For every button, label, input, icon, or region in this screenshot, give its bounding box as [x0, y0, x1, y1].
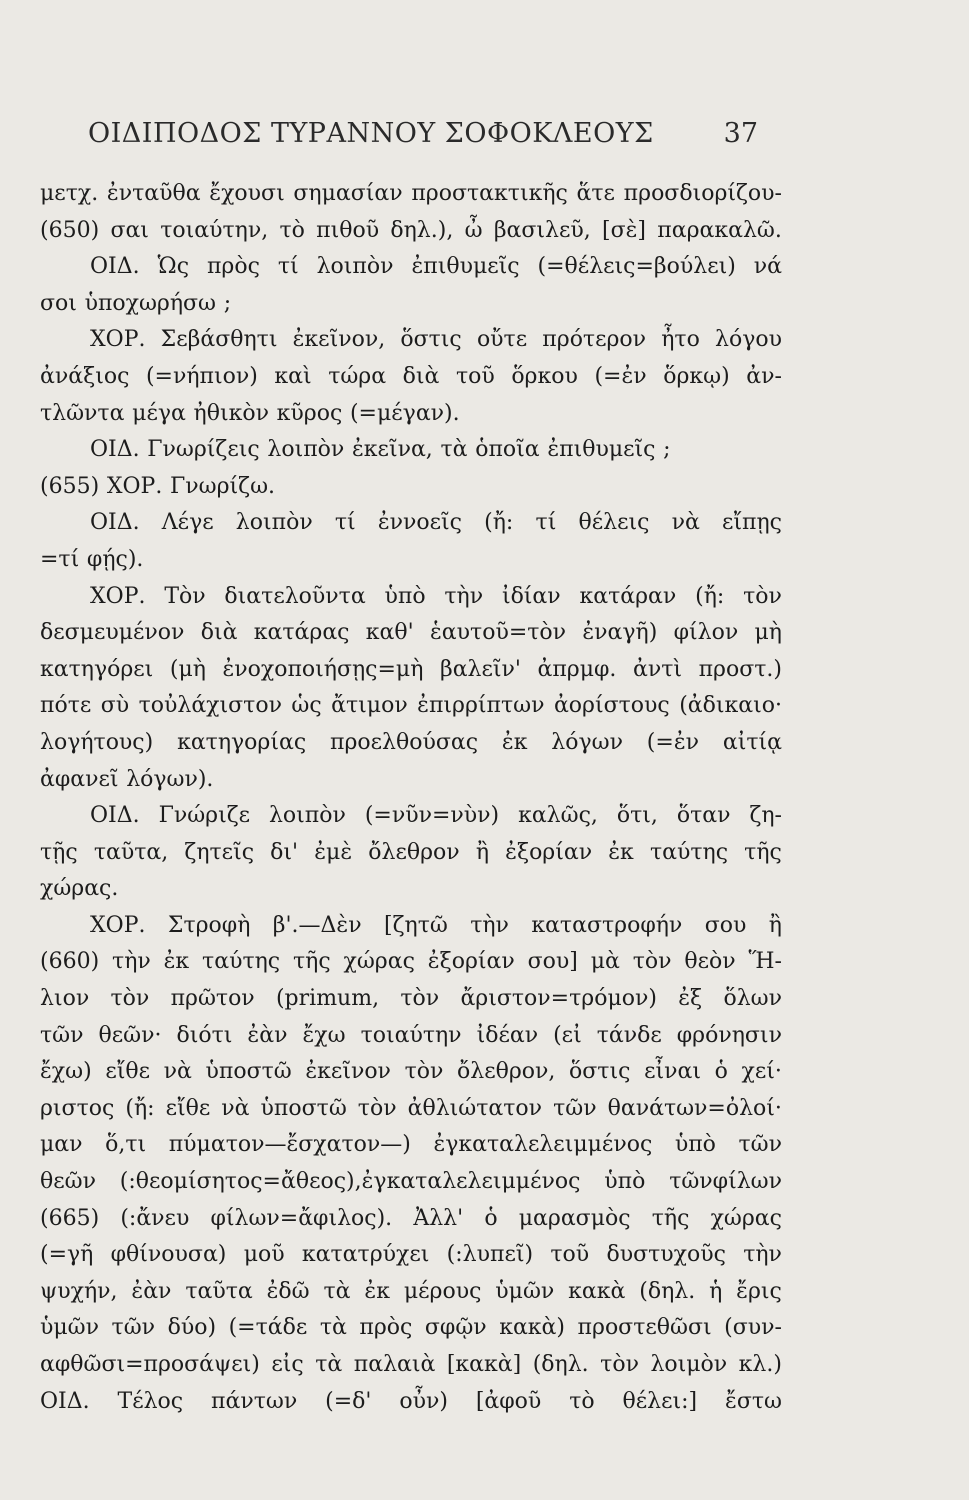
text-word: ἔχω): [40, 1059, 92, 1085]
text-word: βασιλεῦ,: [493, 217, 591, 243]
running-header: [88, 118, 758, 158]
text-word: ἠθικὸν: [193, 400, 269, 426]
text-word: ἅτε: [576, 181, 615, 206]
text-word: λοιμὸν: [650, 1352, 728, 1377]
text-word: δυστυχοῦς: [606, 1242, 726, 1268]
text-word: (εἰ: [553, 1022, 582, 1048]
text-line: [40, 1274, 782, 1311]
text-word: μὰ: [590, 949, 620, 975]
text-word: τῆς: [744, 839, 782, 865]
text-word: λοιπὸν: [267, 437, 345, 463]
text-word: καταστροφήν: [531, 912, 683, 938]
text-line: [40, 798, 782, 835]
text-word: ἐὰν: [131, 1278, 172, 1304]
text-word: διατελοῦντα: [224, 583, 366, 609]
text-word: τὸν: [600, 1352, 639, 1377]
text-word: κακὰ): [499, 1315, 565, 1341]
text-word: νὰ: [163, 1059, 192, 1085]
text-word: οὖν): [399, 1388, 448, 1414]
text-line: [40, 762, 782, 799]
text-word: ΧΟΡ.: [90, 327, 146, 353]
text-word: τί: [334, 510, 356, 536]
text-word: (=ἐν: [594, 363, 647, 389]
text-word: προσδιορίζου-: [623, 181, 782, 206]
text-word: εἴθε: [165, 1095, 211, 1121]
text-word: (660): [40, 949, 100, 975]
text-word: ἐκ: [364, 1278, 390, 1304]
text-word: ταύτης: [649, 839, 729, 865]
text-word: ΟΙΔ.: [90, 254, 140, 280]
text-word: ἐνταῦθα: [106, 181, 201, 206]
text-word: ταῦτα,: [93, 839, 169, 865]
text-line: [40, 286, 782, 323]
text-word: ὁποῖα: [475, 437, 540, 463]
text-word: ΟΙΔ.: [40, 1388, 90, 1414]
text-line: [40, 432, 782, 469]
text-word: ὑποστῶ: [205, 1059, 292, 1085]
text-word: βαλεῖν': [439, 656, 521, 682]
text-word: ΟΙΔ.: [90, 437, 140, 463]
text-word: ὦ: [464, 217, 483, 243]
text-word: τὸ: [569, 1388, 595, 1414]
text-line: [40, 249, 782, 286]
text-word: πρὸς: [359, 1315, 413, 1341]
text-word: ἀφανεῖ: [40, 766, 119, 792]
text-word: δηλ.),: [390, 217, 454, 243]
text-word: ἔχω: [302, 1022, 346, 1048]
text-word: εἶναι: [644, 1059, 701, 1085]
text-word: ΧΟΡ.: [90, 912, 146, 938]
text-word: λόγων).: [126, 766, 214, 792]
text-word: ἡ: [709, 1278, 723, 1304]
text-word: ὅταν: [676, 803, 731, 829]
text-word: φθίνουσα): [110, 1242, 227, 1268]
text-word: τὸν: [400, 986, 440, 1012]
text-word: τοὐλάχιστον: [138, 693, 282, 719]
text-word: λιον: [40, 986, 90, 1012]
text-word: [ἀφοῦ: [475, 1388, 542, 1414]
text-word: (665): [40, 1205, 100, 1231]
text-line: [40, 322, 782, 359]
text-word: ἐκ: [163, 949, 190, 975]
text-word: Γνώριζε: [158, 803, 251, 829]
text-line: [40, 688, 782, 725]
text-word: ζητεῖς: [184, 839, 255, 865]
text-word: σοι: [40, 290, 77, 316]
text-word: ὄλεθρον: [368, 839, 460, 865]
text-word: πύματον—ἔσχατον—): [168, 1132, 411, 1158]
text-word: (=νῦν=νὺν): [364, 803, 500, 829]
text-word: ἀθλιώτατον: [407, 1095, 543, 1121]
text-word: σου: [704, 912, 747, 938]
text-word: θεῶν: [40, 1169, 96, 1195]
text-word: ἐκεῖνον: [305, 1059, 391, 1085]
text-word: λόγων: [551, 729, 623, 755]
text-word: ΧΟΡ.: [106, 473, 163, 499]
text-word: ἐξ: [678, 986, 703, 1012]
text-word: κατάραν: [579, 583, 677, 609]
text-word: ὑμῶν: [40, 1315, 99, 1341]
text-word: ἔχουσι: [209, 181, 285, 206]
text-line: [40, 505, 782, 542]
text-word: Στροφὴ: [167, 912, 251, 938]
text-word: (δηλ.: [639, 1278, 696, 1304]
text-word: δι': [270, 839, 299, 865]
text-word: ΟΙΔ.: [90, 510, 140, 536]
text-word: (ἤ:: [125, 1095, 155, 1121]
text-word: ἐδῶ: [266, 1278, 310, 1304]
commentary-text: [40, 176, 782, 1420]
text-word: (=τάδε: [228, 1315, 308, 1341]
text-word: παρακαλῶ.: [657, 217, 782, 243]
text-word: παλαιὰ: [353, 1352, 436, 1377]
text-word: πρὸς: [206, 254, 260, 280]
text-word: προστ.): [698, 656, 782, 682]
text-word: (=θέλεις=βούλει): [537, 254, 736, 280]
text-word: αἰτίᾳ: [722, 729, 782, 755]
text-word: καὶ: [274, 363, 312, 389]
text-word: ἐπιρρίπτων: [417, 693, 545, 719]
text-word: προστεθῶσι: [577, 1315, 712, 1341]
page-number: 37: [723, 118, 758, 149]
text-word: τώρα: [328, 363, 387, 389]
text-line: [40, 579, 782, 616]
text-word: χώρας: [343, 949, 415, 975]
text-word: ὅρκου: [511, 363, 578, 389]
text-word: ἄτιμον: [331, 693, 408, 719]
text-word: τλῶντα: [40, 400, 125, 426]
text-word: ὄλεθρον,: [457, 1059, 556, 1085]
text-word: (=νήπιον): [145, 363, 258, 389]
text-word: φῄς).: [86, 546, 144, 572]
text-word: ὅτι,: [616, 803, 658, 829]
text-word: (ἤ:: [484, 510, 514, 536]
text-word: τὸν: [357, 1095, 397, 1121]
text-word: ἐκ: [501, 729, 528, 755]
text-word: τῶν: [111, 1315, 156, 1341]
text-word: ἢ: [475, 839, 489, 865]
text-word: ὑπὸ: [384, 583, 426, 609]
text-word: μέγα: [132, 400, 186, 426]
text-line: [40, 1054, 782, 1091]
text-word: θεὸν: [684, 949, 736, 975]
text-line: [40, 871, 782, 908]
text-word: (=ἐν: [646, 729, 699, 755]
text-word: ΟΙΔ.: [90, 803, 140, 829]
text-word: κλ.): [738, 1352, 782, 1377]
text-word: λόγου: [715, 327, 782, 353]
text-word: (:θεομίσητος=ἄθεος),ἐγκαταλελειμμένος: [119, 1169, 581, 1195]
text-word: τὰ: [323, 1278, 351, 1304]
text-word: ἀντὶ: [632, 656, 683, 682]
text-word: σφῷν: [424, 1315, 487, 1341]
text-word: ἐκ: [608, 839, 634, 865]
text-word: [κακὰ]: [446, 1352, 522, 1377]
text-word: ἢ: [768, 912, 782, 938]
text-word: τὴν: [112, 949, 151, 975]
text-word: ἀν-: [746, 363, 782, 389]
text-word: τοιαύτην,: [160, 217, 269, 243]
text-word: τὴν: [444, 583, 484, 609]
text-word: σαι: [110, 217, 149, 243]
text-word: τῆς: [651, 1205, 690, 1231]
text-word: Ἀλλ': [413, 1205, 464, 1231]
text-word: ἐμὲ: [314, 839, 353, 865]
text-line: [40, 1018, 782, 1055]
text-word: ἐνοχοποιήσῃς=μὴ: [222, 656, 424, 682]
text-word: κατατρύχει: [301, 1242, 430, 1268]
text-line: [40, 396, 782, 433]
text-word: ἑαυτοῦ=τὸν: [430, 620, 567, 646]
text-word: ὅλων: [723, 986, 782, 1012]
text-word: εἴθε: [105, 1059, 150, 1085]
text-word: τῆς: [292, 949, 331, 975]
text-line: [40, 469, 782, 506]
text-word: ἀπρμφ.: [537, 656, 617, 682]
text-line: [40, 1237, 782, 1274]
text-word: σου]: [527, 949, 578, 975]
text-word: ;: [663, 437, 671, 463]
text-word: κῦρος: [276, 400, 343, 426]
text-word: τὸν: [404, 1059, 444, 1085]
text-word: Γνωρίζω.: [170, 473, 276, 499]
text-word: (655): [40, 473, 100, 499]
text-word: αφθῶσι=προσάψει): [40, 1352, 260, 1377]
text-line: [40, 213, 782, 250]
text-word: τῇς: [40, 839, 78, 865]
text-word: ἐκεῖνον,: [292, 327, 386, 353]
text-word: ἐξορίαν: [505, 839, 593, 865]
text-word: ἦτο: [661, 327, 700, 353]
text-word: τὰ: [440, 437, 468, 463]
text-word: τὰ: [319, 1315, 347, 1341]
text-word: θέλεις: [578, 510, 650, 536]
text-word: ἰδίαν: [501, 583, 561, 609]
text-word: ριστος: [40, 1095, 115, 1121]
text-word: τῶν: [738, 1132, 782, 1158]
text-word: νά: [753, 254, 782, 280]
text-word: ὁ: [714, 1059, 728, 1085]
text-word: ἐὰν: [247, 1022, 288, 1048]
text-word: μαν: [40, 1132, 83, 1158]
text-line: [40, 1347, 782, 1384]
text-word: πότε: [40, 693, 92, 719]
text-word: ἐναγῆ): [582, 620, 658, 646]
text-word: =τί: [40, 546, 80, 572]
text-line: [40, 1127, 782, 1164]
text-word: τὴν: [743, 1242, 782, 1268]
text-line: [40, 176, 782, 213]
text-word: τὸ: [279, 217, 305, 243]
text-word: χώρας.: [40, 876, 119, 902]
text-word: (=μέγαν).: [349, 400, 460, 426]
text-word: ὅστις: [400, 327, 462, 353]
text-word: (μὴ: [169, 656, 206, 682]
text-word: ὡς: [291, 693, 322, 719]
text-word: τοιαύτην: [360, 1022, 462, 1048]
text-word: ταύτης: [202, 949, 281, 975]
text-word: σημασίαν: [293, 181, 403, 206]
text-word: δύο): [167, 1315, 217, 1341]
text-word: Ἥ-: [748, 949, 782, 975]
text-line: [40, 359, 782, 396]
text-word: ἐπιθυμεῖς: [411, 254, 520, 280]
text-line: [40, 652, 782, 689]
text-word: φίλων=ἄφιλος).: [210, 1205, 393, 1231]
text-word: τὸν: [632, 949, 672, 975]
text-word: ψυχήν,: [40, 1278, 118, 1304]
text-word: μοῦ: [243, 1242, 285, 1268]
text-word: ὑποστῶ: [260, 1095, 347, 1121]
text-word: σὺ: [100, 693, 130, 719]
text-word: ἐκεῖνα,: [351, 437, 433, 463]
text-word: (=γῆ: [40, 1242, 94, 1268]
text-word: διὰ: [402, 363, 440, 389]
text-word: νὰ: [221, 1095, 250, 1121]
text-word: Σεβάσθητι: [160, 327, 278, 353]
text-word: θέλει:]: [622, 1388, 698, 1414]
text-word: πάντων: [211, 1388, 298, 1414]
text-word: ὑπὸ: [604, 1169, 646, 1195]
text-word: χεί·: [741, 1059, 782, 1085]
text-word: ἀνάξιος: [40, 363, 130, 389]
text-word: [ζητῶ: [384, 912, 448, 938]
text-word: ἀορίστους: [553, 693, 670, 719]
text-word: μετχ.: [40, 181, 99, 206]
text-word: (:ἄνευ: [120, 1205, 190, 1231]
text-word: λοιπὸν: [316, 254, 394, 280]
text-word: (ἤ:: [695, 583, 725, 609]
text-line: [40, 944, 782, 981]
text-word: λοιπὸν: [268, 803, 346, 829]
text-word: Ὡς: [157, 254, 190, 280]
text-word: τῶν: [553, 1095, 597, 1121]
text-word: ὑμῶν: [495, 1278, 555, 1304]
text-word: ΧΟΡ.: [90, 583, 146, 609]
text-word: φίλον: [673, 620, 739, 646]
text-word: ἐγκαταλελειμμένος: [433, 1132, 653, 1158]
text-word: ὅστις: [569, 1059, 631, 1085]
text-word: (=δ': [325, 1388, 372, 1414]
text-line: [40, 615, 782, 652]
text-word: οὔτε: [476, 327, 528, 353]
text-word: φρόνησιν: [676, 1022, 782, 1048]
text-line: [40, 835, 782, 872]
text-word: εἴπῃς: [722, 510, 782, 536]
text-line: [40, 1091, 782, 1128]
text-word: ὑπὸ: [674, 1132, 716, 1158]
text-word: (δηλ.: [532, 1352, 589, 1377]
text-word: ζη-: [749, 803, 782, 829]
text-word: (συν-: [724, 1315, 782, 1341]
text-word: τάνδε: [596, 1022, 662, 1048]
text-word: τοῦ: [455, 363, 495, 389]
text-word: τί: [277, 254, 299, 280]
text-word: μὴ: [754, 620, 782, 646]
text-word: πιθοῦ: [316, 217, 380, 243]
text-word: εἰς: [271, 1352, 304, 1377]
text-word: ἔστω: [725, 1388, 782, 1414]
text-word: Γνωρίζεις: [147, 437, 260, 463]
text-line: [40, 1310, 782, 1347]
text-line: [40, 1164, 782, 1201]
text-word: ὅρκῳ): [663, 363, 730, 389]
text-word: Τέλος: [117, 1388, 184, 1414]
running-title: ΟΙΔΙΠΟΔΟΣ ΤΥΡΑΝΝΟΥ ΣΟΦΟΚΛΕΟΥΣ: [88, 118, 654, 149]
text-word: ἐξορίαν: [427, 949, 515, 975]
text-word: β'.—Δὲν: [272, 912, 362, 938]
text-word: καθ': [365, 620, 414, 646]
text-word: Λέγε: [161, 510, 214, 536]
text-word: προστακτικῆς: [411, 181, 568, 206]
text-word: ἔρις: [736, 1278, 782, 1304]
text-word: καλῶς,: [518, 803, 598, 829]
text-word: τὸν: [110, 986, 150, 1012]
text-word: (:λυπεῖ): [446, 1242, 534, 1268]
text-word: ;: [223, 290, 232, 316]
text-word: θεῶν·: [98, 1022, 162, 1048]
text-line: [40, 1384, 782, 1421]
text-line: [40, 908, 782, 945]
text-word: τῶνφίλων: [669, 1169, 782, 1195]
text-word: τὴν: [470, 912, 509, 938]
text-word: προελθούσας: [330, 729, 479, 755]
text-word: τοῦ: [550, 1242, 590, 1268]
text-word: νὰ: [671, 510, 700, 536]
text-word: θανάτων=ὀλοί·: [607, 1095, 782, 1121]
text-line: [40, 1201, 782, 1238]
text-word: ἄριστον=τρόμον): [460, 986, 657, 1012]
text-word: τὸν: [743, 583, 782, 609]
text-word: τῶν: [40, 1022, 84, 1048]
text-word: διότι: [176, 1022, 233, 1048]
text-word: (ἀδικαιο·: [679, 693, 782, 719]
text-word: [σὲ]: [602, 217, 647, 243]
text-line: [40, 542, 782, 579]
text-word: τὰ: [315, 1352, 343, 1377]
text-word: λοιπὸν: [235, 510, 313, 536]
text-word: μέρους: [403, 1278, 482, 1304]
text-word: κατηγορίας: [177, 729, 307, 755]
text-word: ὅ,τι: [105, 1132, 147, 1158]
text-line: [40, 981, 782, 1018]
text-word: (primum,: [275, 986, 380, 1012]
text-word: ταῦτα: [185, 1278, 253, 1304]
text-word: κακὰ: [568, 1278, 626, 1304]
text-word: ἐννοεῖς: [377, 510, 462, 536]
text-word: πρότερον: [542, 327, 647, 353]
text-word: ἰδέαν: [476, 1022, 539, 1048]
text-word: χώρας: [710, 1205, 782, 1231]
text-line: [40, 725, 782, 762]
text-word: πρῶτον: [170, 986, 255, 1012]
text-word: (650): [40, 217, 100, 243]
text-word: δεσμευμένον: [40, 620, 185, 646]
text-word: λογήτους): [40, 729, 154, 755]
text-word: κατηγόρει: [40, 656, 154, 682]
text-word: κατάρας: [253, 620, 350, 646]
text-word: ὁ: [484, 1205, 498, 1231]
text-word: μαρασμὸς: [518, 1205, 631, 1231]
text-word: ἐπιθυμεῖς: [547, 437, 656, 463]
text-word: τί: [535, 510, 557, 536]
text-word: διὰ: [200, 620, 238, 646]
text-word: ὑποχωρήσω: [84, 290, 216, 316]
text-word: Τὸν: [164, 583, 206, 609]
